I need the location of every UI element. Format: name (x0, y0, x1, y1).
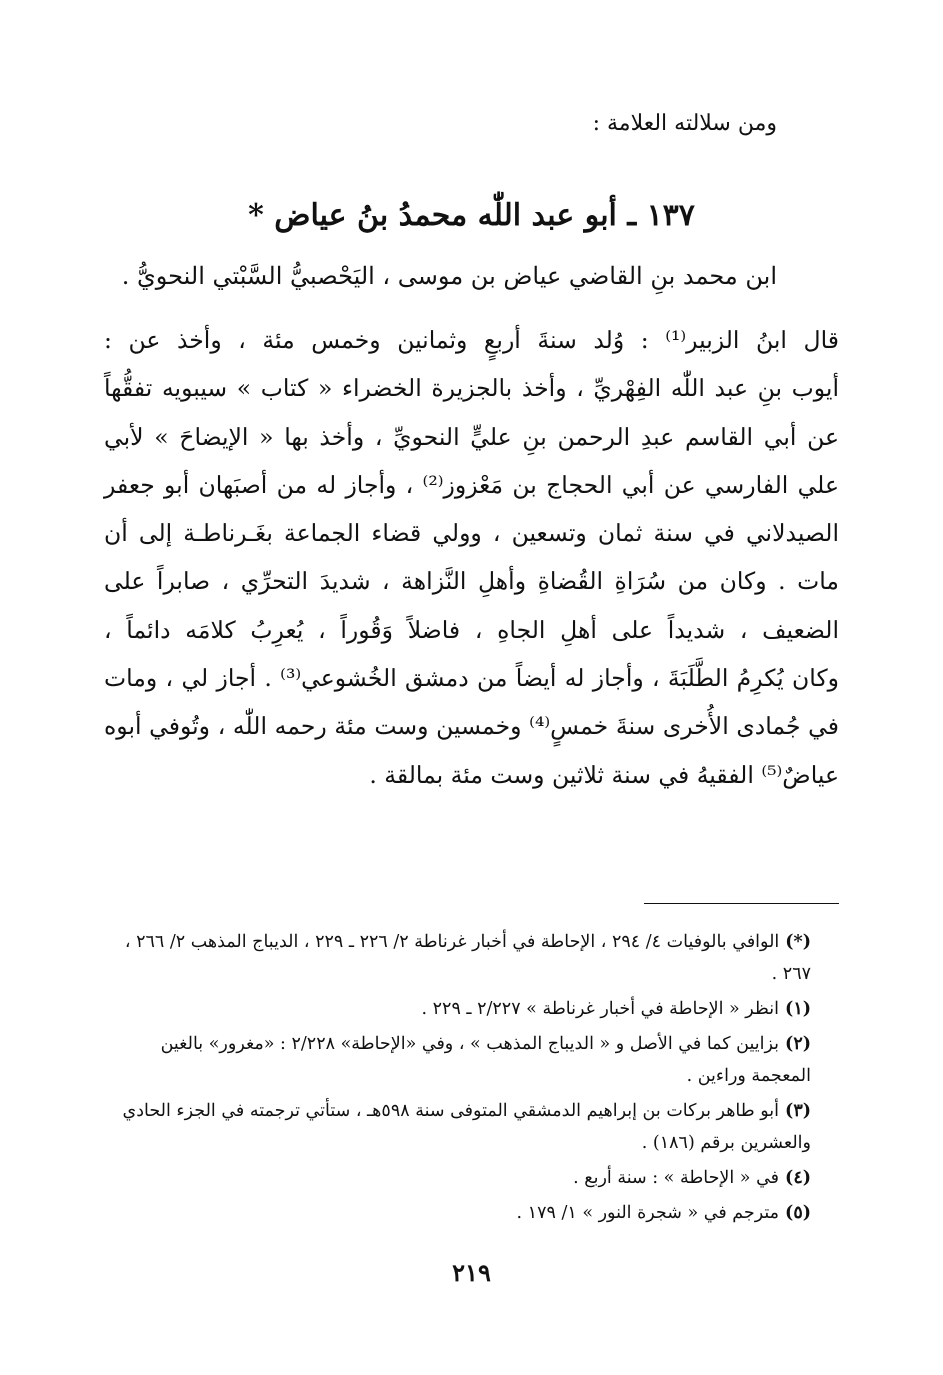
body-line: قال ابنُ الزبير⁽¹⁾ : وُلد سنةَ أربعٍ وثمانين وخمس مئة ، وأخذ عن : (104, 326, 839, 354)
footnote-item (104, 1028, 839, 1092)
page-number: ٢١٩ (452, 1258, 491, 1287)
body-line: أيوب بنِ عبد اللّٰه الفِهْريِّ ، وأخذ بالجزيرة الخضراء « كتاب » سيبويه تفقُّهاً (104, 374, 839, 403)
footnote-item (104, 1162, 839, 1194)
footnote-marker: (١) (785, 999, 811, 1019)
footnote-item (104, 1197, 839, 1229)
footnote-marker: (٣) (785, 1101, 811, 1121)
footnote-text: في « الإحاطة » : سنة أربع . (573, 1168, 780, 1188)
lead-in-line: ومن سلالته العلامة : (592, 111, 777, 136)
footnotes-list (104, 926, 839, 1232)
body-line: وكان يُكرِمُ الطَّلَبَةَ ، وأجاز له أيضاً من دمشق الخُشوعي⁽³⁾ . أجاز لي ، ومات (104, 664, 839, 693)
footnote-item (104, 993, 839, 1025)
footnote-item (104, 1095, 839, 1159)
biography-paragraph (104, 316, 839, 799)
footnote-marker: (٤) (785, 1168, 811, 1188)
body-line: الصيدلاني في سنة ثمان وتسعين ، وولي قضاء الجماعة بغَـرناطـة إلى أن (104, 519, 839, 548)
body-line: علي الفارسي عن أبي الحجاج بن مَعْزوز⁽²⁾ ، وأجاز له من أصبَهان أبو جعفر (104, 470, 839, 499)
entry-lineage: ابن محمد بنِ القاضي عياض بن موسى ، اليَحْصبيُّ السَّبْتي النحويُّ . (121, 262, 777, 290)
body-line: الضعيف ، شديداً على أهلِ الجاهِ ، فاضلاً وَقُوراً ، يُعرِبُ كلامَه دائماً ، (104, 615, 839, 644)
footnote-text: انظر « الإحاطة في أخبار غرناطة » ٢/٢٢٧ ـ ٢٢٩ . (421, 999, 780, 1019)
footnote-marker: (٥) (785, 1203, 811, 1223)
footnote-marker: (٢) (785, 1034, 811, 1054)
body-line: مات . وكان من سُرَاةِ القُضاةِ وأهلِ النَّزاهة ، شديدَ التحرِّي ، صابراً على (104, 567, 839, 596)
footnote-divider (644, 903, 839, 904)
body-line: عن أبي القاسم عبدِ الرحمن بنِ عليٍّ النحويِّ ، وأخذ بها « الإيضاحَ » لأبي (104, 422, 839, 451)
footnote-text: الوافي بالوفيات ٤/ ٢٩٤ ، الإحاطة في أخبار غرناطة ٢/ ٢٢٦ ـ ٢٢٩ ، الديباج المذهب ٢/ ٢٦٦ ، ٢٦٧ . (124, 932, 811, 984)
footnote-text: أبو طاهر بركات بن إبراهيم الدمشقي المتوفى سنة ٥٩٨هـ ، ستأتي ترجمته في الجزء الحادي والعشرين برقم (١٨٦) . (122, 1101, 811, 1153)
entry-title: ١٣٧ ـ أبو عبد اللّٰه محمدُ بنُ عياض * (248, 198, 695, 233)
footnote-text: مترجم في « شجرة النور » ١/ ١٧٩ . (516, 1203, 780, 1223)
footnote-text: بزايين كما في الأصل و « الديباج المذهب » ، وفي «الإحاطة» ٢/٢٢٨ : «مغرور» بالغين المعجمة وراءين . (160, 1034, 811, 1086)
footnote-item (104, 926, 839, 990)
body-line: عياضٌ⁽⁵⁾ الفقيهُ في سنة ثلاثين وست مئة بمالقة . (369, 760, 839, 789)
footnote-marker: (*) (785, 932, 811, 952)
body-line: في جُمادى الأُخرى سنةَ خمسٍ⁽⁴⁾ وخمسين وست مئة رحمه اللّٰه ، وتُوفي أبوه (104, 712, 839, 741)
